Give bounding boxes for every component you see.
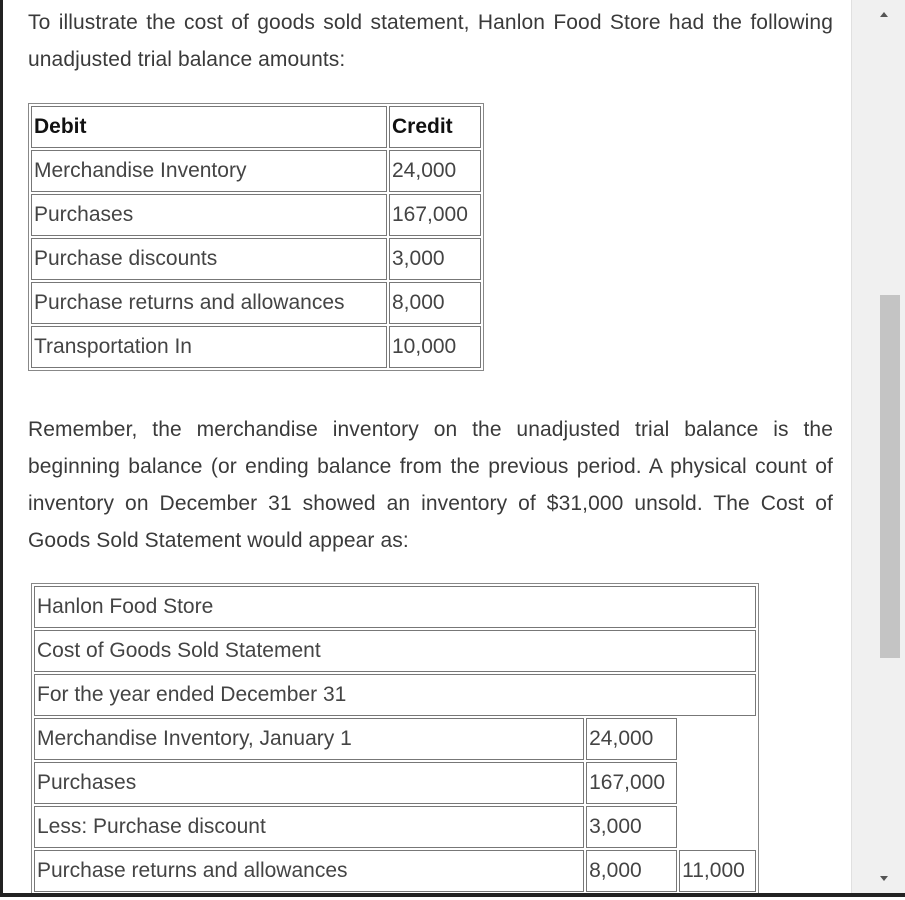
row-label: Transportation In xyxy=(31,326,387,368)
scroll-down-arrow-icon[interactable] xyxy=(880,876,888,881)
vertical-scrollbar[interactable] xyxy=(851,0,905,893)
row-label: Less: Purchase discount xyxy=(34,806,584,848)
table-row xyxy=(31,150,481,192)
row-label: Purchase returns and allowances xyxy=(31,282,387,324)
row-amount: 3,000 xyxy=(586,806,677,848)
row-amount: 8,000 xyxy=(586,850,677,892)
row-total xyxy=(679,806,756,848)
window-bottom-border xyxy=(0,893,905,897)
row-label: Merchandise Inventory xyxy=(31,150,387,192)
row-label: Purchase discounts xyxy=(31,238,387,280)
note-paragraph: Remember, the merchandise inventory on the unadjusted trial balance is the beginning balance (or ending balance from the previous period. A physical count of inventory on December 31 showed an inventory of $31,000 unsold. The Cost of Goods Sold Statement would appear as: xyxy=(28,418,833,552)
cogs-statement-table xyxy=(31,583,759,893)
company-name: Hanlon Food Store xyxy=(34,586,756,628)
table-row xyxy=(31,194,481,236)
scrollbar-thumb[interactable] xyxy=(880,295,900,658)
row-amount: 24,000 xyxy=(586,718,677,760)
row-amount: 167,000 xyxy=(586,762,677,804)
row-value: 10,000 xyxy=(389,326,481,368)
table-row xyxy=(34,630,756,672)
row-label: Purchases xyxy=(31,194,387,236)
trial-balance-table xyxy=(28,103,484,371)
row-value: 24,000 xyxy=(389,150,481,192)
table-row xyxy=(34,718,756,760)
row-label: Merchandise Inventory, January 1 xyxy=(34,718,584,760)
row-value: 167,000 xyxy=(389,194,481,236)
table-row xyxy=(34,850,756,892)
statement-title: Cost of Goods Sold Statement xyxy=(34,630,756,672)
table-row xyxy=(34,674,756,716)
table-row xyxy=(31,282,481,324)
table-header-row xyxy=(31,106,481,148)
row-label: Purchase returns and allowances xyxy=(34,850,584,892)
scroll-up-arrow-icon[interactable] xyxy=(880,12,888,17)
table-row xyxy=(31,326,481,368)
table-row xyxy=(34,762,756,804)
debit-header: Debit xyxy=(31,106,387,148)
statement-period: For the year ended December 31 xyxy=(34,674,756,716)
row-total xyxy=(679,718,756,760)
row-value: 8,000 xyxy=(389,282,481,324)
row-total: 11,000 xyxy=(679,850,756,892)
intro-paragraph: To illustrate the cost of goods sold statement, Hanlon Food Store had the following unadjusted trial balance amounts: xyxy=(28,11,833,71)
table-row xyxy=(31,238,481,280)
credit-header: Credit xyxy=(389,106,481,148)
table-row xyxy=(34,806,756,848)
row-value: 3,000 xyxy=(389,238,481,280)
row-label: Purchases xyxy=(34,762,584,804)
table-row xyxy=(34,586,756,628)
row-total xyxy=(679,762,756,804)
